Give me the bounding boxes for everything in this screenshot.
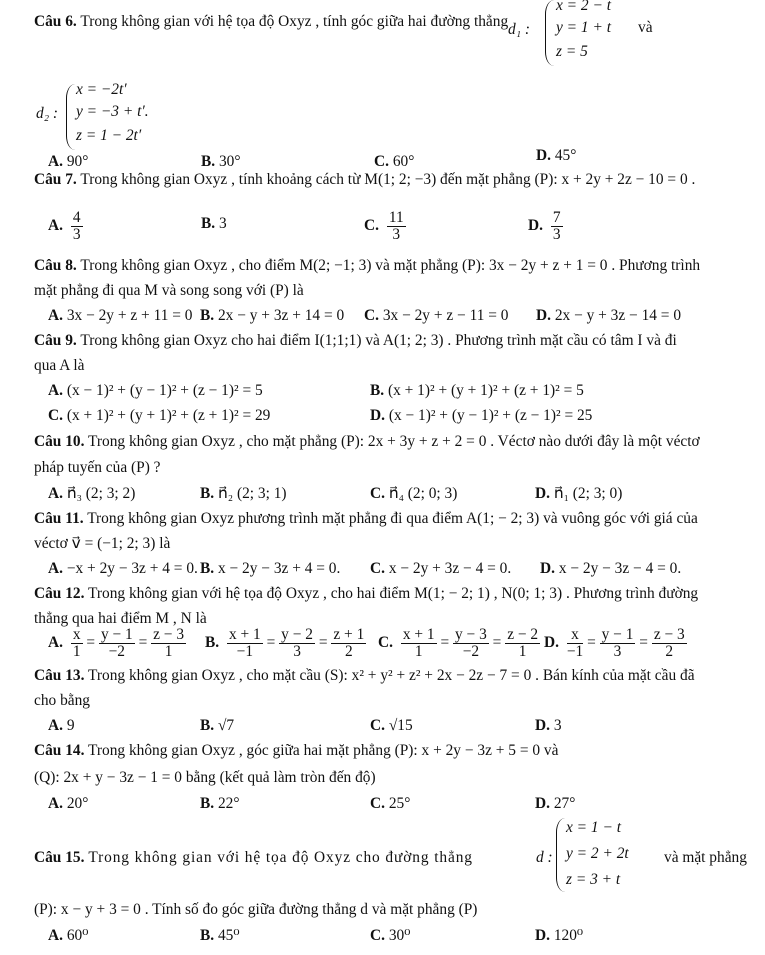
q10-line2: pháp tuyến của (P) ? <box>34 459 161 476</box>
q7-option-c[interactable]: C. $\frac{11}{3}$ <box>364 209 404 243</box>
q9-option-a[interactable]: A. (x − 1)² + (y − 1)² + (z − 1)² = 5 <box>48 382 263 399</box>
q7-line1 <box>34 170 695 190</box>
q12-option-c[interactable]: C. $\frac{x + 1}{1}$ = $\frac{y - 3}{-2}$ = $\frac{z - 2}{1}$ <box>378 626 539 660</box>
q6-label: Câu 6. <box>34 13 77 30</box>
q6-option-c[interactable]: C. 60° <box>374 153 415 170</box>
q9-line1 <box>34 331 677 351</box>
q8-label: Câu 8. <box>34 257 77 274</box>
q14-option-d[interactable]: D. 27° <box>535 795 576 812</box>
q15-d-name: d : <box>536 849 553 866</box>
q12-option-a[interactable]: A. $\frac{x}{1}$ = $\frac{y - 1}{-2}$ = $\frac{z - 3}{1}$ <box>48 626 185 660</box>
q14-text1: Trong không gian Oxyz , góc giữa hai mặt phẳng (P): x + 2y − 3z + 5 = 0 và <box>88 742 559 759</box>
q6-conj: và <box>638 19 653 36</box>
q12-label: Câu 12. <box>34 585 85 602</box>
q6-d1-eq1: x = 2 − t <box>556 0 611 14</box>
q10-line1 <box>34 432 700 452</box>
q7-option-b[interactable]: B. 3 <box>201 215 227 232</box>
q11-option-b[interactable]: B. x − 2y − 3z + 4 = 0. <box>200 560 341 577</box>
q7-label: Câu 7. <box>34 171 77 188</box>
q12-line2: thẳng qua hai điểm M , N là <box>34 610 207 627</box>
q11-text1: Trong không gian Oxyz phương trình mặt phẳng đi qua điểm A(1; − 2; 3) và vuông góc với giá của <box>87 510 698 527</box>
q6-line1 <box>34 12 508 32</box>
q12-option-d[interactable]: D. $\frac{x}{-1}$ = $\frac{y - 1}{3}$ = $\frac{z - 3}{2}$ <box>544 626 685 660</box>
q15-option-a[interactable]: A. 60⁰ <box>48 927 89 944</box>
q11-line1 <box>34 509 698 529</box>
q15-d-eq2: y = 2 + 2t <box>566 845 629 862</box>
q6-d2-eq3: z = 1 − 2t′ <box>76 127 142 144</box>
q14-line1 <box>34 741 558 761</box>
q15-label: Câu 15. <box>34 849 85 866</box>
q15-d-eq1: x = 1 − t <box>566 819 621 836</box>
q6-option-a[interactable]: A. 90° <box>48 153 89 170</box>
q6-d1-name: d₁ : <box>508 21 531 38</box>
q10-option-b[interactable]: B. n⃗₂ (2; 3; 1) <box>200 485 287 502</box>
q10-label: Câu 10. <box>34 433 85 450</box>
q13-label: Câu 13. <box>34 667 85 684</box>
q15-option-b[interactable]: B. 45⁰ <box>200 927 240 944</box>
q11-line2: véctơ v⃗ = (−1; 2; 3) là <box>34 535 171 552</box>
q6-d2-eq2: y = −3 + t′. <box>76 103 149 120</box>
q15-line1 <box>34 848 473 868</box>
q6-d2-name: d₂ : <box>36 105 59 122</box>
q6-d2-brace <box>66 84 75 150</box>
q15-option-d[interactable]: D. 120⁰ <box>535 927 584 944</box>
q8-text1: Trong không gian Oxyz , cho điểm M(2; −1; 3) và mặt phẳng (P): 3x − 2y + z + 1 = 0 . Phương trình <box>80 257 701 274</box>
q13-line2: cho bằng <box>34 692 90 709</box>
q13-line1 <box>34 666 695 686</box>
q8-option-a[interactable]: A. 3x − 2y + z + 11 = 0 <box>48 307 193 324</box>
q9-option-d[interactable]: D. (x − 1)² + (y − 1)² + (z − 1)² = 25 <box>370 407 593 424</box>
q10-option-a[interactable]: A. n⃗₃ (2; 3; 2) <box>48 485 136 502</box>
q7-option-a[interactable]: A. $\frac{4}{3}$ <box>48 209 81 243</box>
q13-option-a[interactable]: A. 9 <box>48 717 75 734</box>
q9-line2: qua A là <box>34 357 85 374</box>
q14-option-a[interactable]: A. 20° <box>48 795 89 812</box>
q8-line1 <box>34 256 700 276</box>
q8-option-b[interactable]: B. 2x − y + 3z + 14 = 0 <box>200 307 345 324</box>
q6-d1-eq2: y = 1 + t <box>556 19 611 36</box>
q11-label: Câu 11. <box>34 510 84 527</box>
q6-text: Trong không gian với hệ tọa độ Oxyz , tính góc giữa hai đường thẳng <box>80 13 509 30</box>
q13-option-b[interactable]: B. √7 <box>200 717 235 734</box>
q13-option-c[interactable]: C. √15 <box>370 717 413 734</box>
q10-option-d[interactable]: D. n⃗₁ (2; 3; 0) <box>535 485 623 502</box>
q12-line1 <box>34 584 698 604</box>
q13-option-d[interactable]: D. 3 <box>535 717 562 734</box>
q6-option-b[interactable]: B. 30° <box>201 153 241 170</box>
q6-d2-eq1: x = −2t′ <box>76 81 127 98</box>
q6-option-d[interactable]: D. 45° <box>536 147 577 164</box>
q8-option-c[interactable]: C. 3x − 2y + z − 11 = 0 <box>364 307 509 324</box>
q10-text1: Trong không gian Oxyz , cho mặt phẳng (P): 2x + 3y + z + 2 = 0 . Véctơ nào dưới đây là một véctơ <box>88 433 700 450</box>
q15-d-eq3: z = 3 + t <box>566 871 621 888</box>
q8-line2: mặt phẳng đi qua M và song song với (P) là <box>34 282 304 299</box>
q8-option-d[interactable]: D. 2x − y + 3z − 14 = 0 <box>536 307 682 324</box>
q11-option-a[interactable]: A. −x + 2y − 3z + 4 = 0. <box>48 560 198 577</box>
q9-option-b[interactable]: B. (x + 1)² + (y + 1)² + (z + 1)² = 5 <box>370 382 584 399</box>
q7-option-d[interactable]: D. $\frac{7}{3}$ <box>528 209 561 243</box>
q12-option-b[interactable]: B. $\frac{x + 1}{-1}$ = $\frac{y - 2}{3}$ = $\frac{z + 1}{2}$ <box>205 626 365 660</box>
q15-text: Trong không gian với hệ tọa độ Oxyz cho đường thẳng <box>88 849 473 866</box>
q6-d1-eq3: z = 5 <box>556 43 588 60</box>
q13-text1: Trong không gian Oxyz , cho mặt cầu (S): x² + y² + z² + 2x − 2z − 7 = 0 . Bán kính của mặt cầu đã <box>88 667 695 684</box>
q9-text1: Trong không gian Oxyz cho hai điểm I(1;1;1) và A(1; 2; 3) . Phương trình mặt cầu có tâm I và đi <box>80 332 677 349</box>
q7-text: Trong không gian Oxyz , tính khoảng cách từ M(1; 2; −3) đến mặt phẳng (P): x + 2y + 2z − 10 = 0 . <box>80 171 696 188</box>
q15-d-brace <box>556 818 565 892</box>
q14-label: Câu 14. <box>34 742 85 759</box>
q6-d1-brace <box>545 0 554 66</box>
q14-option-c[interactable]: C. 25° <box>370 795 411 812</box>
q11-option-c[interactable]: C. x − 2y + 3z − 4 = 0. <box>370 560 512 577</box>
q9-option-c[interactable]: C. (x + 1)² + (y + 1)² + (z + 1)² = 29 <box>48 407 271 424</box>
q11-option-d[interactable]: D. x − 2y − 3z − 4 = 0. <box>540 560 682 577</box>
q14-line2: (Q): 2x + y − 3z − 1 = 0 bằng (kết quả làm tròn đến độ) <box>34 769 376 786</box>
q10-option-c[interactable]: C. n⃗₄ (2; 0; 3) <box>370 485 458 502</box>
q9-label: Câu 9. <box>34 332 77 349</box>
q15-text-after: và mặt phẳng <box>664 849 747 866</box>
q15-option-c[interactable]: C. 30⁰ <box>370 927 411 944</box>
q15-line2: (P): x − y + 3 = 0 . Tính số đo góc giữa đường thẳng d và mặt phẳng (P) <box>34 901 478 918</box>
q12-text1: Trong không gian với hệ tọa độ Oxyz , cho hai điểm M(1; − 2; 1) , N(0; 1; 3) . Phương trình đường <box>88 585 699 602</box>
q14-option-b[interactable]: B. 22° <box>200 795 240 812</box>
